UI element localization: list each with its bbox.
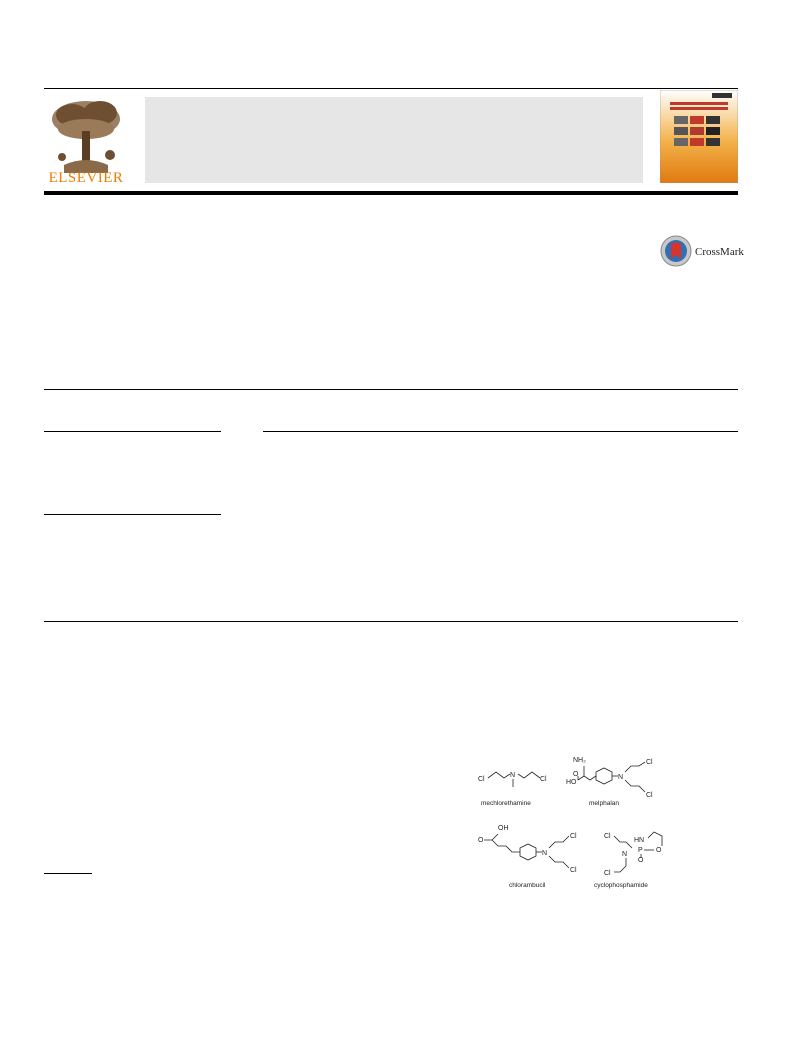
svg-text:O: O	[573, 771, 579, 778]
footnote-rule	[44, 873, 92, 874]
elsevier-wordmark: ELSEVIER	[48, 170, 124, 186]
nitrogen-mustards-figure	[470, 752, 690, 897]
svg-text:HO: HO	[566, 779, 577, 786]
compound-label: mechlorethamine	[481, 800, 531, 807]
header-bottom-rule	[44, 191, 738, 195]
svg-text:Cl: Cl	[478, 776, 485, 783]
svg-text:O: O	[478, 837, 484, 844]
svg-text:P: P	[638, 847, 643, 854]
svg-text:Cl: Cl	[570, 833, 577, 840]
compound-label: cyclophosphamide	[594, 882, 648, 889]
svg-text:O: O	[656, 847, 662, 854]
mechlorethamine-structure	[478, 772, 547, 787]
svg-text:Cl: Cl	[646, 792, 653, 799]
svg-text:NH₂: NH₂	[573, 757, 586, 764]
svg-text:O: O	[638, 857, 644, 864]
crossmark-icon[interactable]	[660, 234, 692, 268]
svg-text:Cl: Cl	[604, 870, 611, 877]
article-info-top-rule	[44, 389, 738, 390]
journal-cover-image[interactable]	[660, 90, 738, 183]
article-info-section-rule	[44, 431, 221, 432]
svg-text:Cl: Cl	[570, 867, 577, 874]
header-top-rule	[44, 88, 738, 89]
melphalan-structure	[566, 757, 653, 799]
chlorambucil-structure	[478, 825, 577, 874]
elsevier-tree-logo	[44, 92, 128, 182]
svg-text:N: N	[618, 774, 624, 781]
journal-header-banner	[145, 97, 643, 183]
compound-label: melphalan	[589, 800, 619, 807]
abstract-bottom-rule	[44, 621, 738, 622]
svg-text:N: N	[622, 851, 628, 858]
svg-text:Cl: Cl	[604, 833, 611, 840]
svg-text:Cl: Cl	[540, 776, 547, 783]
svg-text:OH: OH	[498, 825, 509, 832]
svg-text:HN: HN	[634, 837, 645, 844]
crossmark-label[interactable]: CrossMark	[695, 246, 744, 258]
svg-text:N: N	[510, 772, 516, 779]
keywords-section-rule	[44, 514, 221, 515]
svg-text:Cl: Cl	[646, 759, 653, 766]
cyclophosphamide-structure	[604, 832, 662, 877]
compound-label: chlorambucil	[509, 882, 546, 889]
abstract-section-rule	[263, 431, 738, 432]
svg-text:N: N	[542, 850, 548, 857]
